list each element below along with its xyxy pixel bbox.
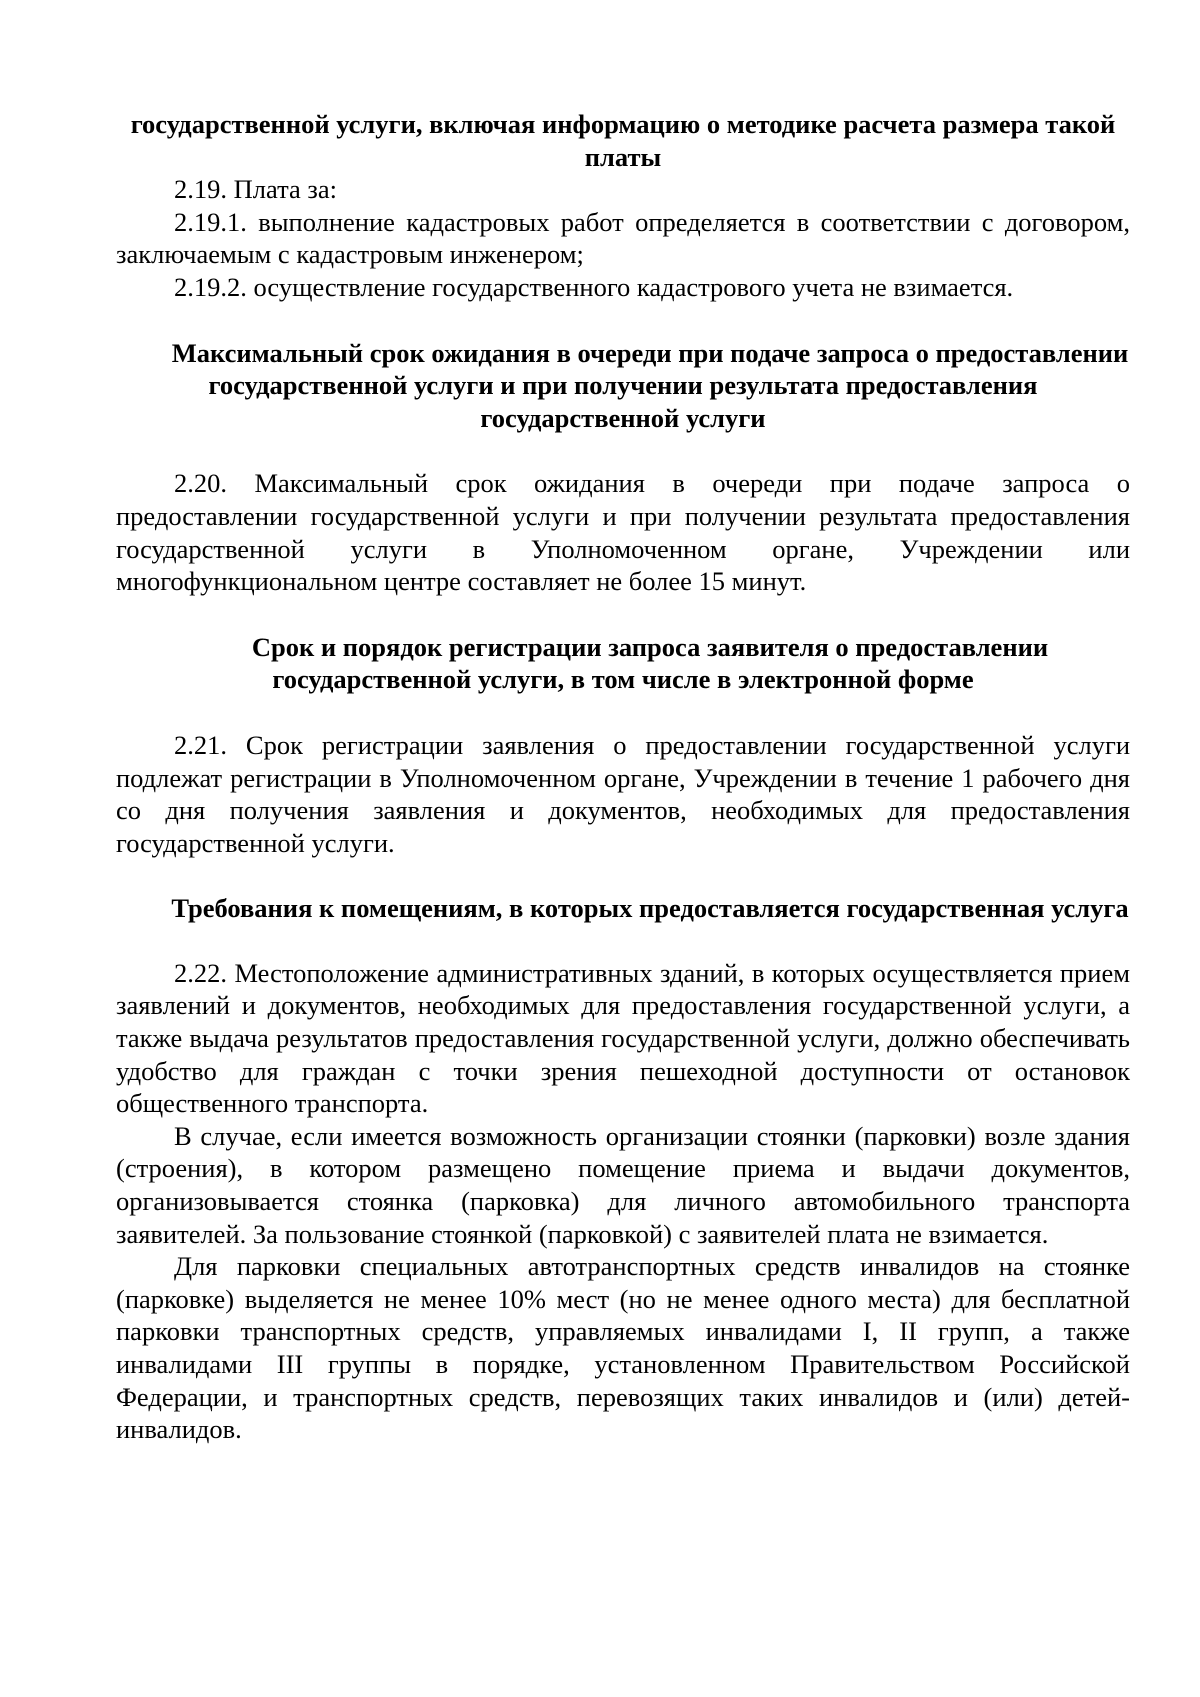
paragraph-2-21: 2.21. Срок регистрации заявления о предоставлении государственной услуги подлежат регистрации в Уполномоченном органе, Учреждении в течение 1 рабочего дня со дня получения заявления и документов, необходимых для предоставления государственной услуги. (116, 729, 1130, 858)
paragraph-parking: В случае, если имеется возможность организации стоянки (парковки) возле здания (строения), в котором размещено помещение приема и выдачи документов, организовывается стоянка (парковка) для личного автомобильного транспорта заявителей. За пользование стоянкой (парковкой) с заявителей плата не взимается. (116, 1120, 1130, 1249)
paragraph-disabled-parking: Для парковки специальных автотранспортных средств инвалидов на стоянке (парковке) выделяется не менее 10% мест (но не менее одного места) для бесплатной парковки транспортных средств, управляемых инвалидами I, II групп, а также инвалидами III группы в порядке, установленном Правительством Российской Федерации, и транспортных средств, перевозящих таких инвалидов и (или) детей-инвалидов. (116, 1251, 1130, 1445)
spacer (116, 434, 1130, 467)
spacer (116, 925, 1130, 957)
document-page (116, 108, 1130, 1446)
spacer (116, 304, 1130, 337)
paragraph-2-20: 2.20. Максимальный срок ожидания в очереди при подаче запроса о предоставлении государственной услуги и при получении результата предоставления государственной услуги в Уполномоченном органе, Учреждении или многофункциональном центре составляет не более 15 минут. (116, 468, 1130, 597)
paragraph-2-19-2: 2.19.2. осуществление государственного кадастрового учета не взимается. (174, 271, 1014, 302)
spacer (116, 696, 1130, 729)
section-heading-premises: Требования к помещениям, в которых предоставляется государственная услуга (171, 893, 1129, 924)
paragraph-2-19-1: 2.19.1. выполнение кадастровых работ определяется в соответствии с договором, заключаемым с кадастровым инженером; (116, 206, 1130, 270)
spacer (116, 859, 1130, 892)
paragraph-2-22: 2.22. Местоположение административных зданий, в которых осуществляется прием заявлений и документов, необходимых для предоставления государственной услуги, а также выдача результатов предоставления государственной услуги, должно обеспечивать удобство для граждан с точки зрения пешеходной доступности от остановок общественного транспорта. (116, 957, 1130, 1119)
section-heading-fee: государственной услуги, включая информацию о методике расчета размера такой платы (130, 109, 1116, 172)
spacer (116, 598, 1130, 631)
paragraph-2-19: 2.19. Плата за: (174, 174, 337, 205)
section-heading-registration: Срок и порядок регистрации запроса заявителя о предоставлении государственной услуги, в том числе в электронной форме (251, 631, 1049, 695)
section-heading-queue: Максимальный срок ожидания в очереди при подаче запроса о предоставлении государственной услуги и при получении результата предоставления государственной услуги (171, 337, 1129, 433)
